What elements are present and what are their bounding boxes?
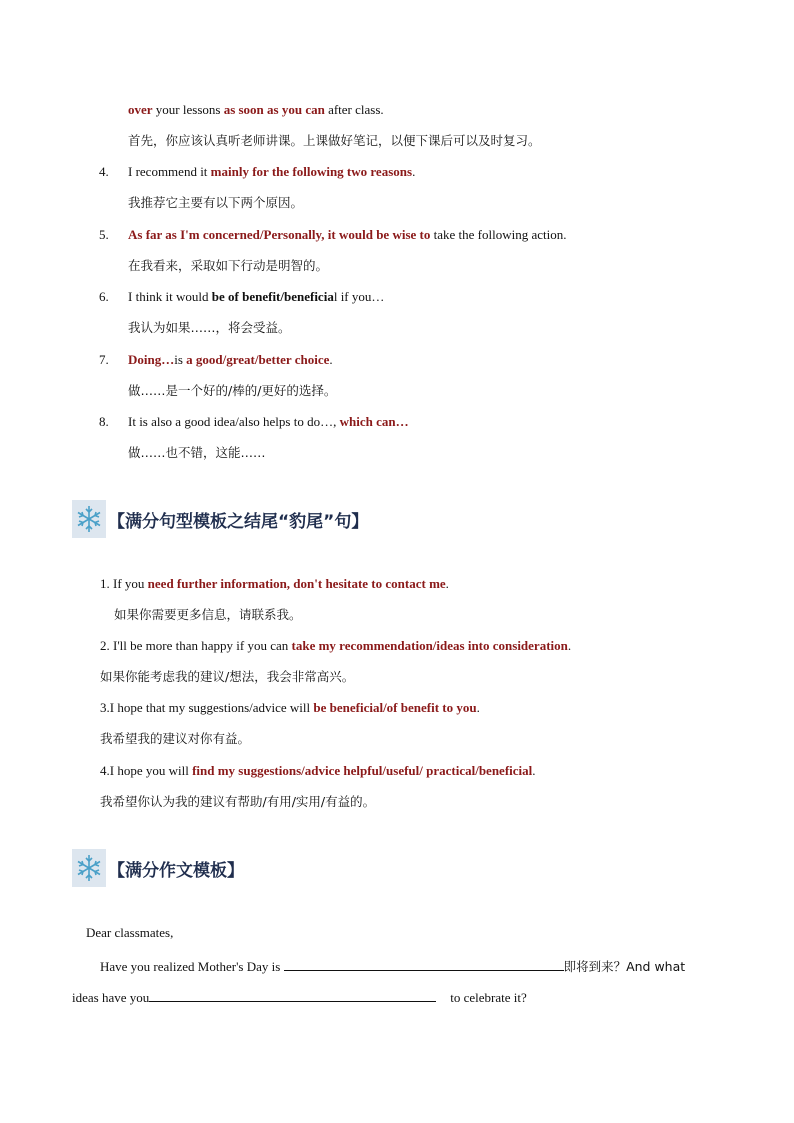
ending-translation: 我希望你认为我的建议有帮助/有用/实用/有益的。 <box>100 794 376 809</box>
ending-translation: 我希望我的建议对你有益。 <box>100 731 251 746</box>
ending-sentence: 1. If you need further information, don't hesitate to contact me. <box>100 576 449 591</box>
top-sentence: over your lessons as soon as you can after class. <box>128 102 384 117</box>
letter-greeting: Dear classmates, <box>86 925 174 940</box>
ending-sentence: 4.I hope you will find my suggestions/advice helpful/useful/ practical/beneficial. <box>100 763 536 778</box>
item-number: 4. <box>99 164 109 179</box>
essay-line-1: Have you realized Mother's Day is 即将到来？And what <box>100 959 686 974</box>
essay-line-2: ideas have you to celebrate it? <box>72 990 527 1005</box>
snowflake-icon <box>72 500 106 538</box>
phrase-translation: 做……也不错，这能…… <box>128 445 266 460</box>
section-title: 【满分作文模板】 <box>108 860 244 881</box>
section-title: 【满分句型模板之结尾“豹尾”句】 <box>108 511 369 532</box>
phrase-item: I think it would be of benefit/beneficial if you… <box>128 289 385 304</box>
section-heading-template <box>72 847 244 889</box>
phrase-translation: 在我看来，采取如下行动是明智的。 <box>128 258 329 273</box>
item-number: 5. <box>99 227 109 242</box>
item-number: 8. <box>99 414 109 429</box>
snowflake-icon <box>72 849 106 887</box>
ending-translation: 如果你需要更多信息，请联系我。 <box>114 607 302 622</box>
ending-translation: 如果你能考虑我的建议/想法，我会非常高兴。 <box>100 669 355 684</box>
section-heading-ending <box>72 498 368 540</box>
phrase-translation: 我认为如果……，将会受益。 <box>128 320 291 335</box>
phrase-translation: 做……是一个好的/棒的/更好的选择。 <box>128 383 337 398</box>
phrase-item: As far as I'm concerned/Personally, it would be wise to take the following action. <box>128 227 567 242</box>
phrase-translation: 我推荐它主要有以下两个原因。 <box>128 195 304 210</box>
fill-blank[interactable] <box>149 988 436 1002</box>
phrase-item: Doing…is a good/great/better choice. <box>128 352 333 367</box>
phrase-item: I recommend it mainly for the following two reasons. <box>128 164 416 179</box>
phrase-item: It is also a good idea/also helps to do…, which can… <box>128 414 409 429</box>
top-translation: 首先，你应该认真听老师讲课。上课做好笔记，以便下课后可以及时复习。 <box>128 133 541 148</box>
item-number: 6. <box>99 289 109 304</box>
ending-sentence: 3.I hope that my suggestions/advice will be beneficial/of benefit to you. <box>100 700 480 715</box>
item-number: 7. <box>99 352 109 367</box>
fill-blank[interactable] <box>284 957 564 971</box>
ending-sentence: 2. I'll be more than happy if you can take my recommendation/ideas into consideration. <box>100 638 572 653</box>
